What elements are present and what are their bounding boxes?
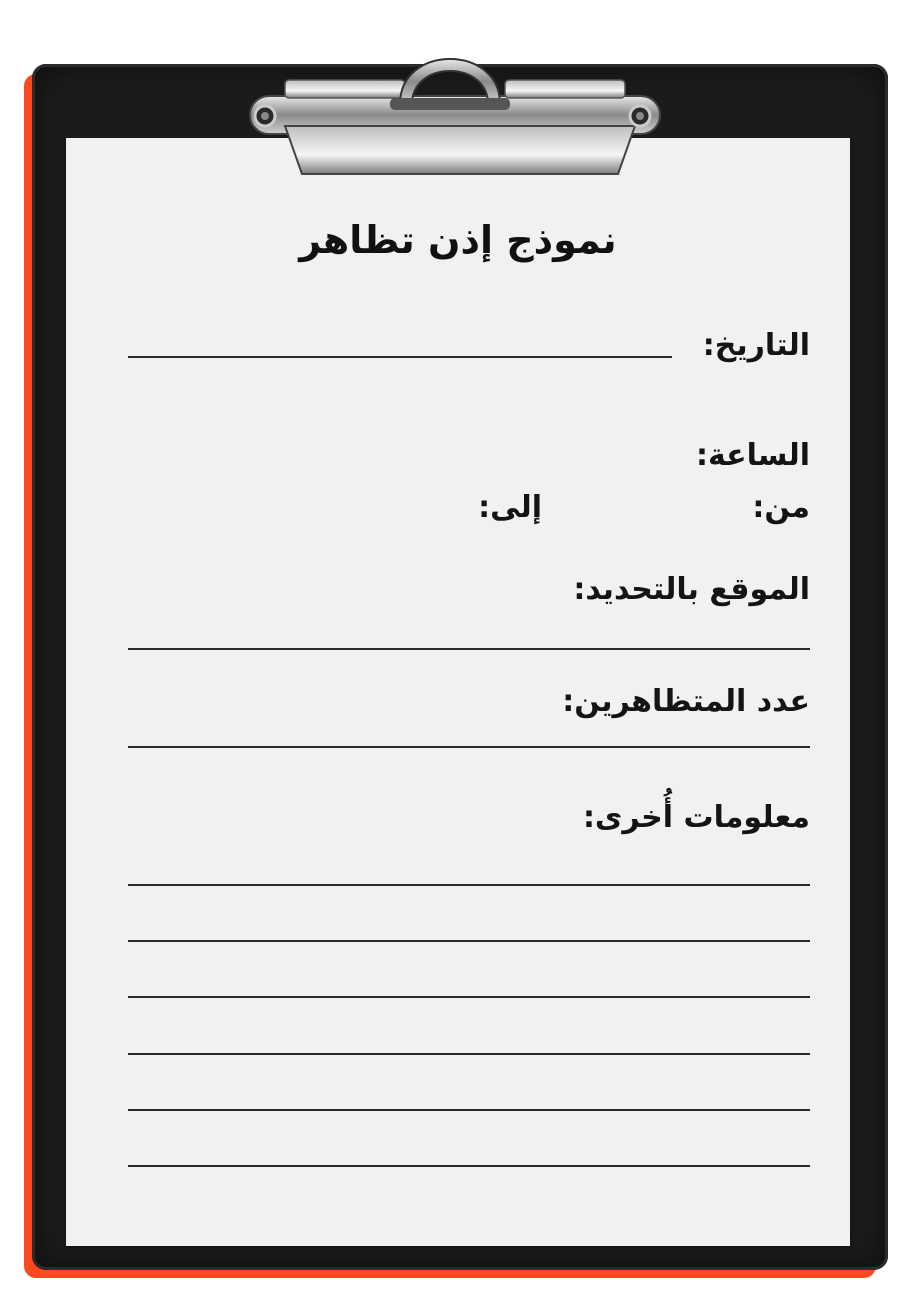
clipboard-clip-icon bbox=[240, 34, 680, 184]
location-line bbox=[128, 648, 810, 650]
other-info-label: معلومات أُخرى: bbox=[582, 800, 810, 835]
participants-label: عدد المتظاهرين: bbox=[562, 684, 810, 719]
time-to-label: إلى: bbox=[478, 490, 542, 525]
other-info-line bbox=[128, 996, 810, 998]
other-info-line bbox=[128, 884, 810, 886]
other-info-line bbox=[128, 1165, 810, 1167]
participants-line bbox=[128, 746, 810, 748]
other-info-line bbox=[128, 1053, 810, 1055]
other-info-line bbox=[128, 1109, 810, 1111]
time-label: الساعة: bbox=[695, 438, 810, 473]
date-label: التاريخ: bbox=[702, 328, 810, 363]
time-from-label: من: bbox=[752, 490, 810, 525]
date-line bbox=[128, 356, 672, 358]
form-title: نموذج إذن تظاهر bbox=[299, 218, 617, 262]
location-label: الموقع بالتحديد: bbox=[573, 572, 810, 607]
other-info-line bbox=[128, 940, 810, 942]
